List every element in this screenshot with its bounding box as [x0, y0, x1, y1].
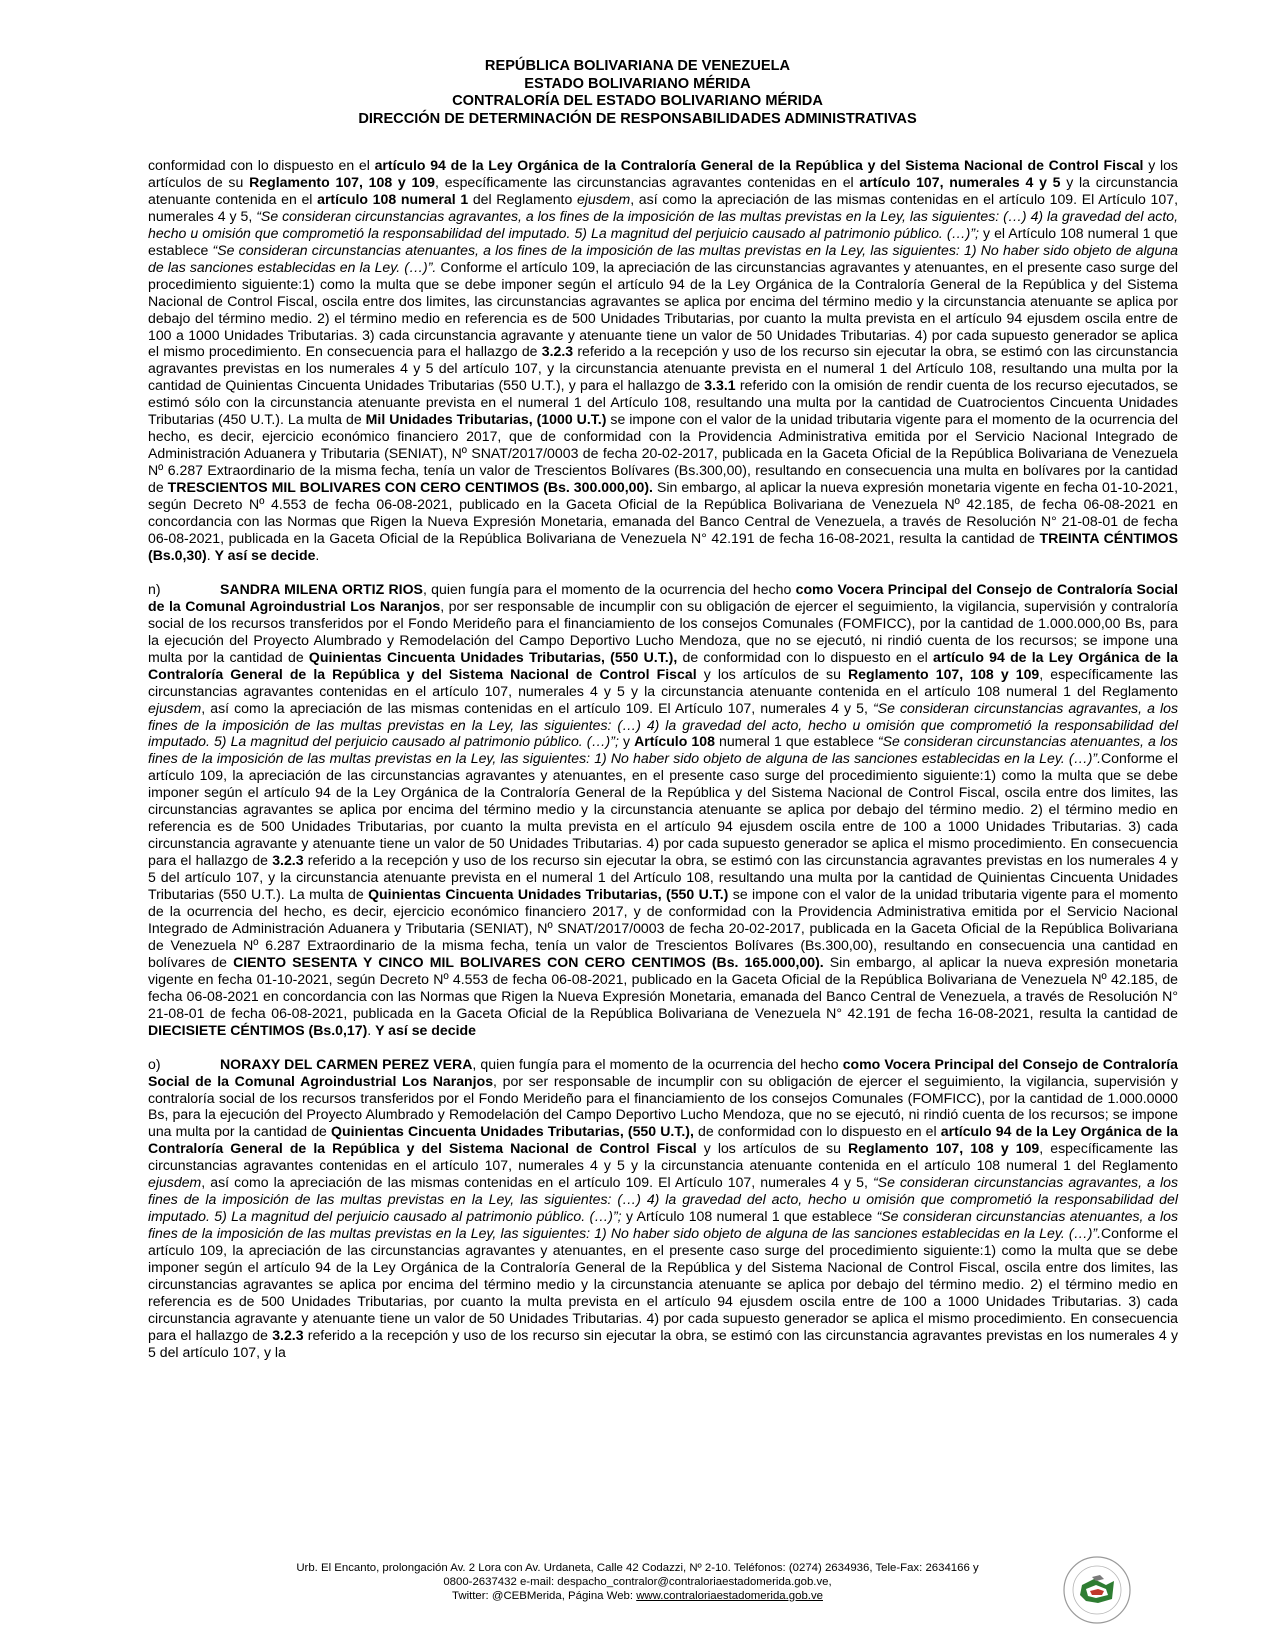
quote-agravantes: “Se consideran circunstancias agravantes, a los fines de la imposición de las multas previstas en la Ley, las siguientes: (…) 4) la gravedad del acto, hecho u omisión que comprometió la responsabilidad del imputado. 5) La magnitud del perjuicio causado al patrimonio público. (…)”;: [148, 1174, 1178, 1225]
header-direction: DIRECCIÓN DE DETERMINACIÓN DE RESPONSABILIDADES ADMINISTRATIVAS: [358, 110, 917, 127]
text-bold: Quinientas Cincuenta Unidades Tributarias, (550 U.T.),: [331, 1123, 694, 1140]
text: y: [618, 733, 635, 750]
text: , así como la apreciación de las mismas contenidas en el artículo 109. El Artículo 107, numerales 4 y 5,: [201, 1174, 873, 1191]
text: numeral 1 que establece: [714, 733, 878, 750]
text-bold: CIENTO SESENTA Y CINCO MIL BOLIVARES CON CERO CENTIMOS (Bs. 165.000,00).: [233, 953, 824, 970]
text: Sin embargo, al aplicar la nueva expresión monetaria vigente en fecha 01-10-2021, según Decreto Nº 4.553 de fecha 06-08-2021, publicado en la Gaceta Oficial de la República Bolivariana de Venezuela Nº 42.185, de fecha 06-08-2021 en concordancia con las Normas que Rigen la Nueva Expresión Monetaria, emanada del Banco Central de Venezuela, a través de Resolución N° 21-08-01 de fecha 06-08-2021, publicada en la Gaceta Oficial de la República Bolivariana de Venezuela N° 42.191 de fecha 16-08-2021, resulta la cantidad de: [148, 479, 1178, 546]
website-link[interactable]: www.contraloriaestadomerida.gob.ve: [636, 1589, 823, 1602]
text: del Reglamento: [468, 190, 577, 207]
text-bold: TREINTA CÉNTIMOS (Bs.0,30): [148, 529, 1178, 563]
quote-atenuantes: “Se consideran circunstancias atenuantes, a los fines de la imposición de las multas previstas en la Ley, las siguientes: 1) No haber sido objeto de alguna de las sanciones establecidas en la Ley. (…)”.: [148, 1208, 1178, 1242]
text-bold: Quinientas Cincuenta Unidades Tributarias, (550 U.T.),: [308, 648, 678, 665]
text-bold: Mil Unidades Tributarias, (1000 U.T.): [365, 411, 607, 428]
text-bold: artículo 94 de la Ley Orgánica de la Contraloría General de la República y del Sistema Nacional de Control Fiscal: [148, 1123, 1178, 1157]
header-state: ESTADO BOLIVARIANO MÉRIDA: [524, 75, 751, 92]
text: .: [206, 546, 215, 563]
quote-agravantes: “Se consideran circunstancias agravantes, a los fines de la imposición de las multas previstas en la Ley, las siguientes: (…) 4) la gravedad del acto, hecho u omisión que comprometió la responsabilidad del imputado. 5) La magnitud del perjuicio causado al patrimonio público. (…)”;: [148, 699, 1178, 750]
text: .: [367, 1021, 376, 1038]
contraloria-seal-icon: [1062, 1555, 1132, 1625]
text-bold: 3.2.3: [272, 1326, 304, 1343]
text: Conforme el artículo 109, la apreciación de las circunstancias agravantes y atenuantes, en el presente caso surge del procedimiento siguiente:1) como la multa que se debe imponer según el artículo 94 de la Ley Orgánica de la Contraloría General de la República y del Sistema Nacional de Control Fiscal, oscila entre dos limites, las circunstancias agravantes se aplica por encima del término medio y la circunstancia atenuante se aplica por debajo del término medio. 2) el término medio en referencia es de 500 Unidades Tributarias, por cuanto la multa prevista en el artículo 94 ejusdem oscila entre de 100 a 1000 Unidades Tributarias. 3) cada circunstancia agravante y atenuante tiene un valor de 50 Unidades Tributarias. 4) por cada supuesto generador se aplica el mismo procedimiento. En consecuencia para el hallazgo de: [148, 750, 1179, 869]
text-bold: 3.2.3: [272, 852, 304, 869]
text: se impone con el valor de la unidad tributaria vigente para el momento de la ocurrencia del hecho, es decir, ejercicio económico financiero 2017, que de conformidad con la Providencia Administrativa emitida por el Servicio Nacional Integrado de Administración Aduanera y Tributaria (SENIAT), Nº SNAT/2017/0003 de fecha 20-02-2017, publicada en la Gaceta Oficial de la República Bolivariana de Venezuela Nº 6.287 Extraordinario de la misma fecha, tenía un valor de Trescientos Bolívares (Bs.300,00), resultando en consecuencia una multa en bolívares por la cantidad de: [148, 411, 1178, 496]
text-bold: TRESCIENTOS MIL BOLIVARES CON CERO CENTIMOS (Bs. 300.000,00).: [167, 479, 653, 496]
text: de conformidad con lo dispuesto en el: [693, 1123, 941, 1140]
text: .: [315, 546, 320, 563]
header-contraloria: CONTRALORÍA DEL ESTADO BOLIVARIANO MÉRIDA: [452, 93, 823, 109]
decision-phrase: Y así se decide: [375, 1021, 476, 1038]
text-bold: artículo 94 de la Ley Orgánica de la Contraloría General de la República y del Sistema Nacional de Control Fiscal: [148, 648, 1178, 682]
item-label: n): [148, 580, 161, 597]
header-republic: REPÚBLICA BOLIVARIANA DE VENEZUELA: [484, 58, 791, 74]
text-bold: Artículo 108: [634, 733, 715, 750]
person-name: NORAXY DEL CARMEN PEREZ VERA: [220, 1055, 473, 1072]
footer-twitter: Twitter: @CEBMerida, Página Web:: [452, 1589, 637, 1602]
decision-phrase: Y así se decide: [214, 546, 316, 563]
quote-atenuantes: “Se consideran circunstancias atenuantes, a los fines de la imposición de las multas previstas en la Ley, las siguientes: 1) No haber sido objeto de alguna de las sanciones establecidas en la Ley. (…)”.: [148, 241, 1179, 275]
seal-graphic: [1062, 1555, 1132, 1625]
footer-contact: 0800-2637432 e-mail: despacho_contralor@contraloriaestadomerida.gob.ve,: [443, 1575, 832, 1588]
footer-address: Urb. El Encanto, prolongación Av. 2 Lora con Av. Urdaneta, Calle 42 Codazzi, Nº 2-10. Teléfonos: (0274) 2634936, Tele-Fax: 2634166 y: [296, 1562, 979, 1574]
text-bold: 3.2.3: [541, 343, 574, 360]
text: y el Artículo 108 numeral 1 que establece: [148, 224, 1178, 258]
text: , así como la apreciación de las mismas contenidas en el artículo 109. El Artículo 107, numerales 4 y 5,: [148, 190, 1178, 224]
text: referido con la omisión de rendir cuenta de los recurso ejecutados, se estimó sólo con la circunstancia atenuante prevista en el numeral 1 del Artículo 108, resultando una multa por la cantidad de Cuatrocientos Cincuenta Unidades Tributarias (450 U.T.). La multa de: [148, 377, 1179, 428]
text: Sin embargo, al aplicar la nueva expresión monetaria vigente en fecha 01-10-2021, según Decreto Nº 4.553 de fecha 06-08-2021, publicado en la Gaceta Oficial de la República Bolivariana de Venezuela Nº 42.185, de fecha 06-08-2021 en concordancia con las Normas que Rigen la Nueva Expresión Monetaria, emanada del Banco Central de Venezuela, a través de Resolución N° 21-08-01 de fecha 06-08-2021, publicada en la Gaceta Oficial de la República Bolivariana de Venezuela N° 42.191 de fecha 16-08-2021, resulta la cantidad de: [148, 953, 1178, 1021]
text-bold: artículo 94 de la Ley Orgánica de la Contraloría General de la República y del Sistema Nacional de Control Fiscal: [374, 157, 1144, 173]
text: , así como la apreciación de las mismas contenidas en el artículo 109. El Artículo 107, numerales 4 y 5,: [201, 699, 873, 716]
text: , específicamente las circunstancias agravantes contenidas en el artículo 107, numerales 4 y 5 y la circunstancia atenuante contenida en el artículo 108 numeral 1 del Reglamento: [148, 665, 1179, 699]
text-bold: como Vocera Principal del Consejo de Contraloría Social de la Comunal Agroindustrial Los Naranjos: [148, 580, 1178, 614]
text: Conforme el artículo 109, la apreciación de las circunstancias agravantes y atenuantes, en el presente caso surge del procedimiento siguiente:1) como la multa que se debe imponer según el artículo 94 de la Ley Orgánica de la Contraloría General de la República y del Sistema Nacional de Control Fiscal, oscila entre dos limites, las circunstancias agravantes se aplica por encima del término medio y la circunstancia atenuante se aplica por debajo del término medio. 2) el término medio en referencia es de 500 Unidades Tributarias, por cuanto la multa prevista en el artículo 94 ejusdem oscila entre de 100 a 1000 Unidades Tributarias. 3) cada circunstancia agravante y atenuante tiene un valor de 50 Unidades Tributarias. 4) por cada supuesto generador se aplica el mismo procedimiento. En consecuencia para el hallazgo de: [148, 258, 1178, 360]
paragraph-item-o: [148, 1056, 1178, 1361]
paragraph-item-n: [148, 581, 1178, 1039]
text: referido a la recepción y uso de los recurso sin ejecutar la obra, se estimó con las circunstancia agravantes previstas en los numerales 4 y 5 del artículo 107, y la: [148, 1326, 1178, 1360]
quote-atenuantes: “Se consideran circunstancias atenuantes, a los fines de la imposición de las multas previstas en la Ley, las siguientes: 1) No haber sido objeto de alguna de las sanciones establecidas en la Ley. (…)”.: [148, 733, 1178, 767]
quote-agravantes: “Se consideran circunstancias agravantes, a los fines de la imposición de las multas previstas en la Ley, las siguientes: (…) 4) la gravedad del acto, hecho u omisión que comprometió la responsabilidad del imputado. 5) La magnitud del perjuicio causado al patrimonio público. (…)”;: [148, 207, 1178, 241]
text: y los artículos de su: [696, 1140, 848, 1157]
text: Conforme el artículo 109, la apreciación de las circunstancias agravantes y atenuantes, en el presente caso surge del procedimiento siguiente:1) como la multa que se debe imponer según el artículo 94 de la Ley Orgánica de la Contraloría General de la República y del Sistema Nacional de Control Fiscal, oscila entre dos limites, las circunstancias agravantes se aplica por encima del término medio y la circunstancia atenuante se aplica por debajo del término medio. 2) el término medio en referencia es de 500 Unidades Tributarias, por cuanto la multa prevista en el artículo 94 ejusdem oscila entre de 100 a 1000 Unidades Tributarias. 3) cada circunstancia agravante y atenuante tiene un valor de 50 Unidades Tributarias. 4) por cada supuesto generador se aplica el mismo procedimiento. En consecuencia para el hallazgo de: [148, 1225, 1179, 1343]
text-bold: DIECISIETE CÉNTIMOS (Bs.0,17): [148, 1021, 368, 1038]
text: y la circunstancia atenuante contenida en el: [148, 173, 1179, 207]
text: se impone con el valor de la unidad tributaria vigente para el momento de la ocurrencia del hecho, es decir, ejercicio económico financiero 2017, y de conformidad con la Providencia Administrativa emitida por el Servicio Nacional Integrado de Administración Aduanera y Tributaria (SENIAT), Nº SNAT/2017/0003 de fecha 20-02-2017, publicada en la Gaceta Oficial de la República Bolivariana de Venezuela Nº 6.287 Extraordinario de la misma fecha, tenía un valor de Trescientos Bolívares (Bs.300,00), resultando en consecuencia una cantidad en bolívares de: [148, 886, 1179, 970]
text-bold: Reglamento 107, 108 y 109: [847, 665, 1040, 682]
text: referido a la recepción y uso de los recurso sin ejecutar la obra, se estimó con las circunstancia agravantes previstas en los numerales 4 y 5 del artículo 107, y la circunstancia atenuante prevista en el numeral 1 del Artículo 108, resultando una multa por la cantidad de Quinientas Cincuenta Unidades Tributarias (550 U.T.), y para el hallazgo de: [148, 343, 1179, 394]
text-italic: ejusdem: [148, 1174, 202, 1191]
text-bold: Reglamento 107, 108 y 109: [249, 173, 436, 190]
text: y los artículos de su: [148, 157, 1178, 190]
text-italic: ejusdem: [576, 190, 631, 207]
text-bold: como Vocera Principal del Consejo de Contraloría Social de la Comunal Agroindustrial Los Naranjos: [148, 1055, 1178, 1089]
document-body: [148, 157, 1178, 1361]
text: , por ser responsable de incumplir con su obligación de ejercer el seguimiento, la vigilancia, supervisión y contraloría social de los recursos transferidos por el Fondo Merideño para el financiamiento de los consejos Comunales (FOMFICC), por la cantidad de 1.000.0000 Bs, para la ejecución del Proyecto Alumbrado y Remodelación del Campo Deportivo Lucho Mendoza, que no se ejecutó, ni rindió cuenta de los recursos; se impone una multa por la cantidad de: [148, 1072, 1178, 1140]
document-header: [0, 58, 1275, 128]
text: , específicamente las circunstancias agravantes contenidas en el artículo 107, numerales 4 y 5 y la circunstancia atenuante contenida en el artículo 108 numeral 1 del Reglamento: [148, 1140, 1179, 1174]
person-name: SANDRA MILENA ORTIZ RIOS: [220, 580, 423, 597]
text-italic: ejusdem: [148, 699, 202, 716]
text-bold: 3.3.1: [704, 377, 736, 394]
text: , por ser responsable de incumplir con su obligación de ejercer el seguimiento, la vigilancia, supervisión y contraloría social de los recursos transferidos por el Fondo Merideño para el financiamiento de los consejos Comunales (FOMFICC), por la cantidad de 1.000.000,00 Bs, para la ejecución del Proyecto Alumbrado y Remodelación del Campo Deportivo Lucho Mendoza, que no se ejecutó, ni rindió cuenta de los recursos; se impone una multa por la cantidad de: [148, 597, 1178, 665]
text: y los artículos de su: [696, 665, 848, 682]
text-bold: Quinientas Cincuenta Unidades Tributarias, (550 U.T.): [368, 886, 729, 903]
paragraph-continuation: [148, 157, 1178, 564]
text: , específicamente las circunstancias agravantes contenidas en el: [435, 173, 860, 190]
text: de conformidad con lo dispuesto en el: [677, 648, 934, 665]
text-bold: artículo 107, numerales 4 y 5: [859, 173, 1061, 190]
item-label: o): [148, 1055, 161, 1072]
text: , quien fungía para el momento de la ocurrencia del hecho: [422, 580, 796, 597]
text-bold: Reglamento 107, 108 y 109: [847, 1140, 1040, 1157]
text: y Artículo 108 numeral 1 que establece: [621, 1208, 877, 1225]
text: conformidad con lo dispuesto en el: [148, 157, 375, 173]
text: referido a la recepción y uso de los recurso sin ejecutar la obra, se estimó con las circunstancia agravantes previstas en los numerales 4 y 5 del artículo 107, y la circunstancia atenuante prevista en el numeral 1 del Artículo 108, resultando una multa por la cantidad de Quinientas Cincuenta Unidades Tributarias (550 U.T.). La multa de: [148, 852, 1178, 903]
text: , quien fungía para el momento de la ocurrencia del hecho: [472, 1055, 843, 1072]
text-bold: artículo 108 numeral 1: [317, 190, 469, 207]
